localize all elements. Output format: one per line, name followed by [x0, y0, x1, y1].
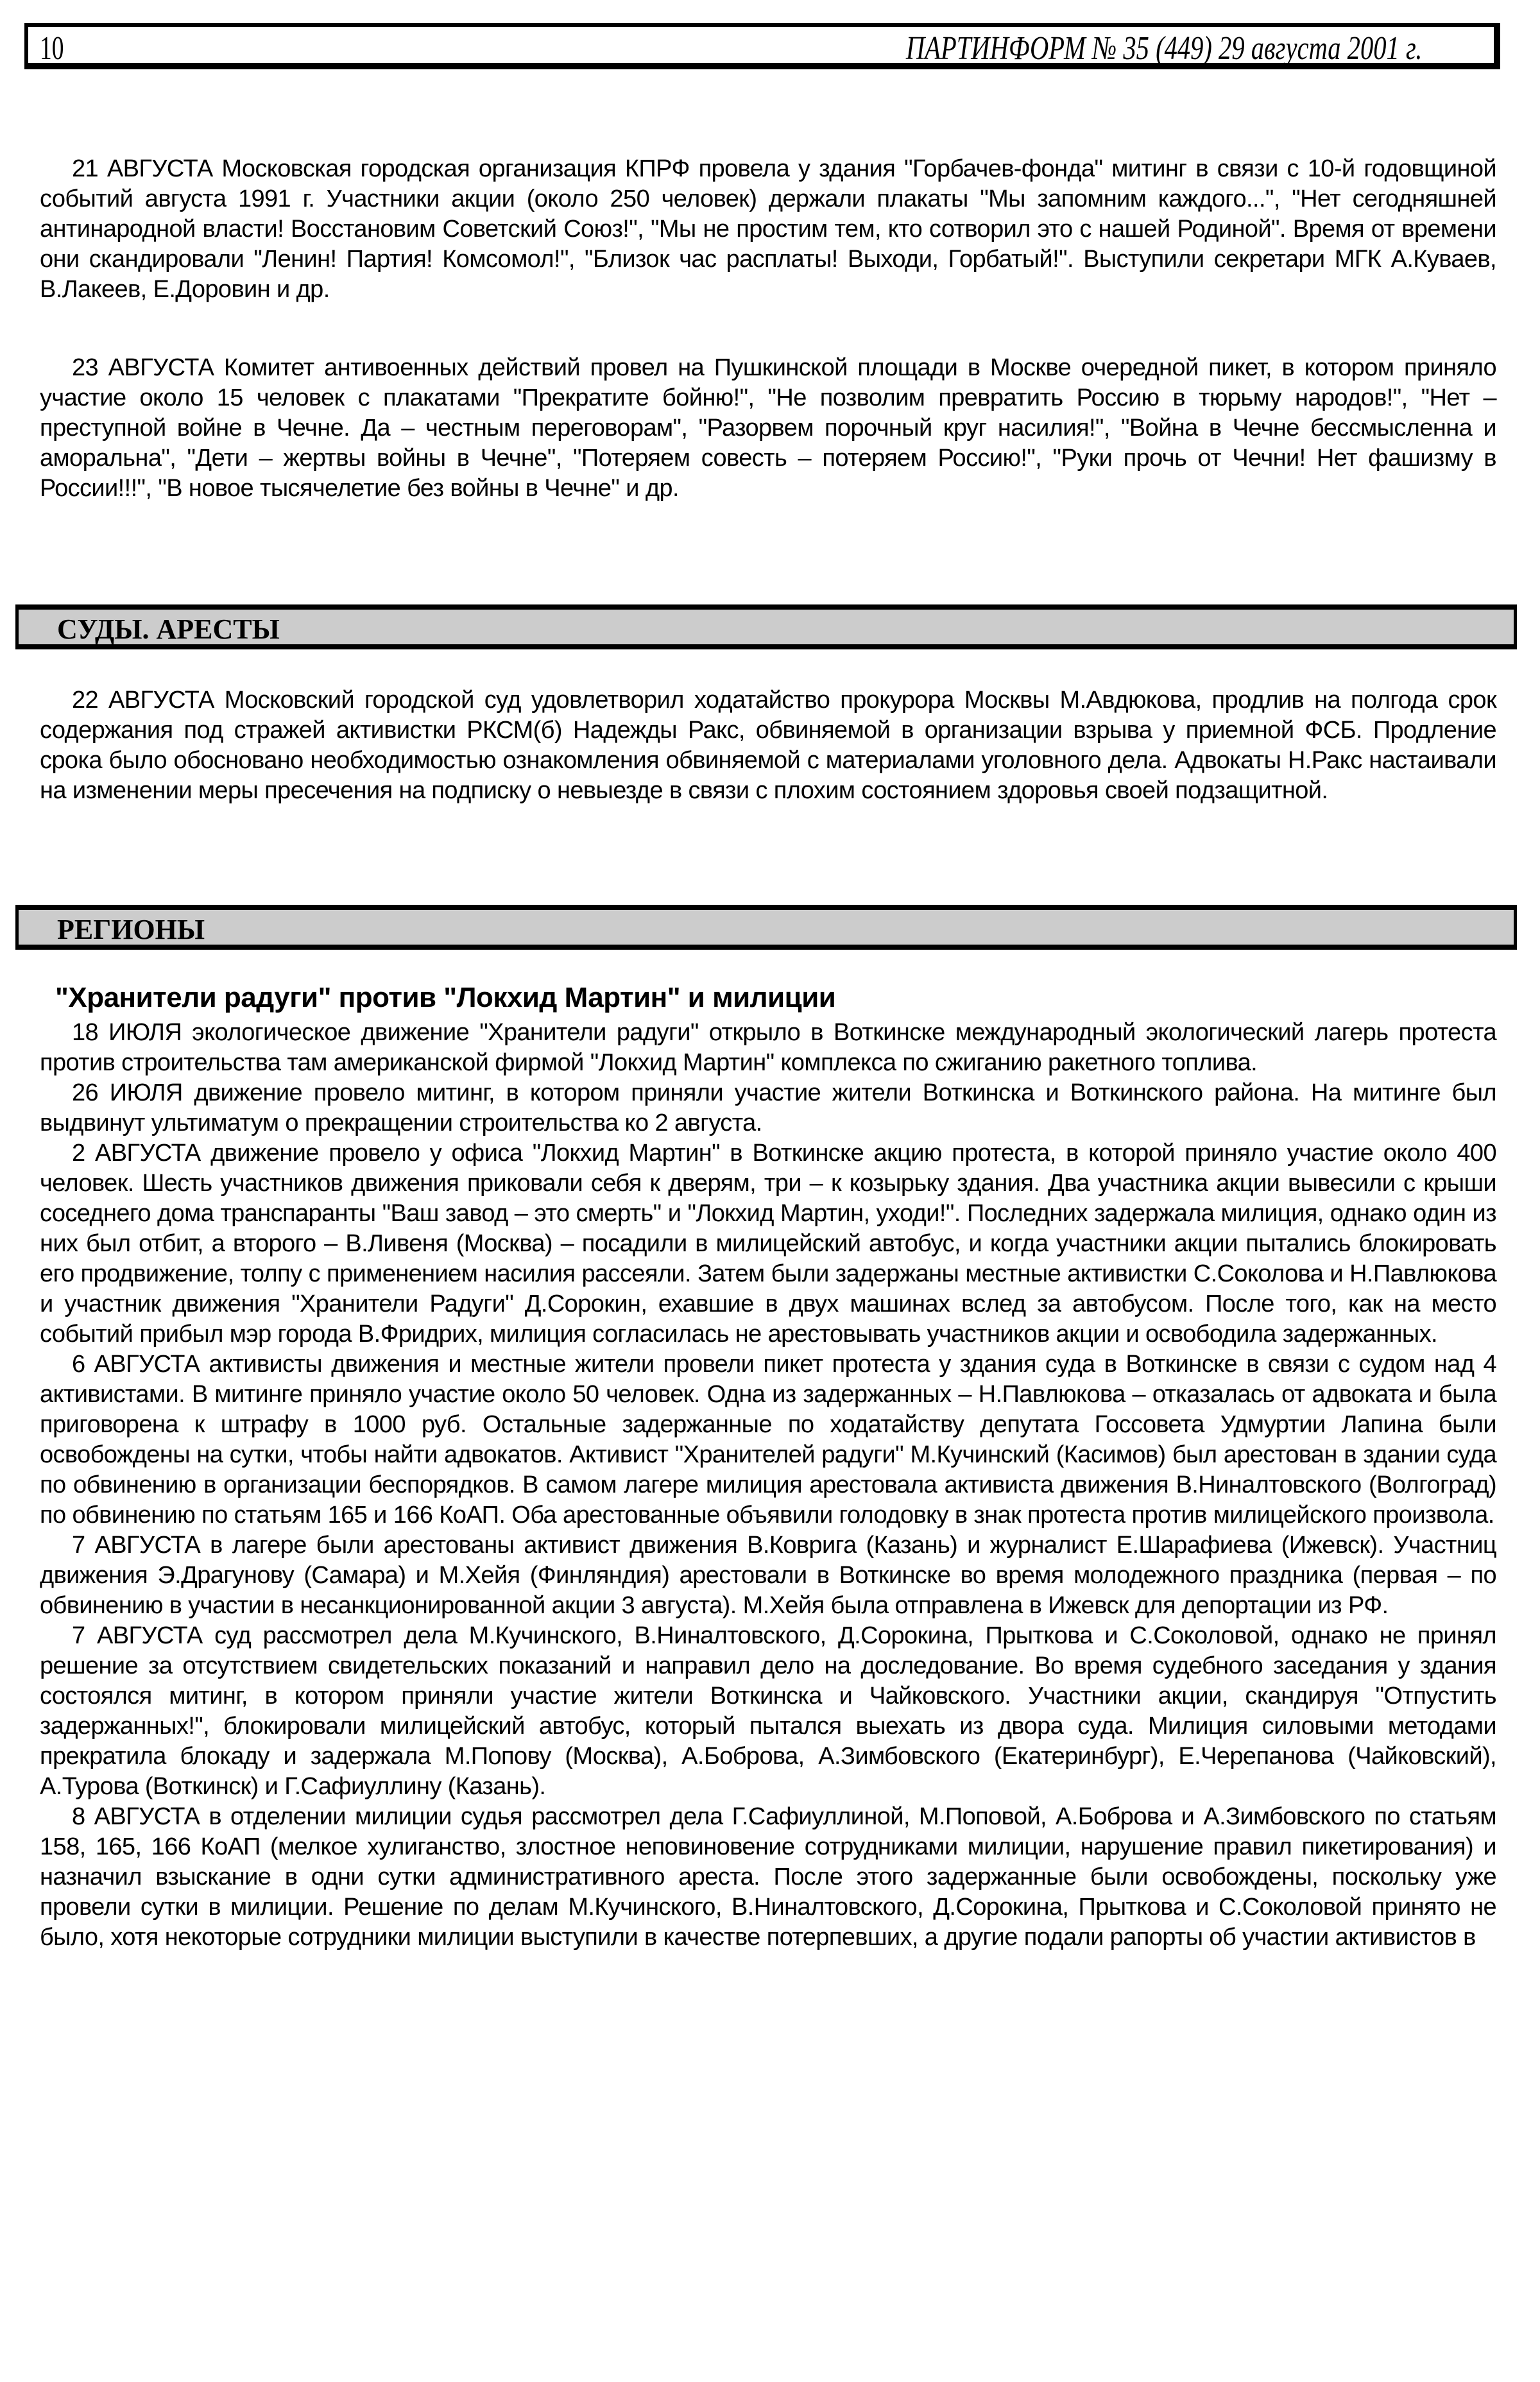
- publication-issue-date: ПАРТИНФОРМ № 35 (449) 29 августа 2001 г.: [905, 30, 1422, 67]
- news-paragraph: 23 АВГУСТА Комитет антивоенных действий провел на Пушкинской площади в Москве очередной пикет, в котором приняло участие около 15 человек с плакатами "Прекратите бойню!", "Не позволим превратить Россию в тюрьму народов!", "Нет – преступной войне в Чечне. Да – честным переговорам", "Разорвем порочный круг насилия!", "Война в Чечне бессмысленна и аморальна", "Дети – жертвы войны в Чечне", "Потеряем совесть – потеряем Россию!", "Руки прочь от Чечни! Нет фашизму в России!!!", "В новое тысячелетие без войны в Чечне" и др.: [40, 354, 1496, 502]
- news-item: [40, 353, 1496, 504]
- news-paragraph: 8 АВГУСТА в отделении милиции судья рассмотрел дела Г.Сафиуллиной, М.Поповой, А.Боброва и А.Зимбовского по статьям 158, 165, 166 КоАП (мелкое хулиганство, злостное неповиновение сотрудниками милиции, нарушение правил пикетирования) и назначил взыскание в одни сутки административного ареста. После этого задержанные были освобождены, поскольку уже провели сутки в милиции. Решение по делам М.Кучинского, В.Ниналтовского, Д.Сорокина, Прыткова и С.Соколовой принято не было, хотя некоторые сотрудники милиции выступили в качестве потерпевших, а другие подали рапорты об участии активистов в: [40, 1803, 1496, 1951]
- section-title: СУДЫ. АРЕСТЫ: [57, 613, 280, 645]
- news-paragraph: 21 АВГУСТА Московская городская организация КПРФ провела у здания "Горбачев-фонда" митинг в связи с 10-й годовщиной событий августа 1991 г. Участники акции (около 250 человек) держали плакаты "Мы запомним каждого...", "Нет сегодняшней антинародной власти! Восстановим Советский Союз!", "Мы не простим тем, кто сотворил это с нашей Родиной". Время от времени они скандировали "Ленин! Партия! Комсомол!", "Близок час расплаты! Выходи, Горбатый!". Выступили секретари МГК А.Куваев, В.Лакеев, Е.Доровин и др.: [40, 155, 1496, 303]
- news-paragraph: 22 АВГУСТА Московский городской суд удовлетворил ходатайство прокурора Москвы М.Авдюкова, продлив на полгода срок содержания под стражей активистки РКСМ(б) Надежды Ракс, обвиняемой в организации взрыва у приемной ФСБ. Продление срока было обосновано необходимостью ознакомления обвиняемой с материалами уголовного дела. Адвокаты Н.Ракс настаивали на изменении меры пресечения на подписку о невыезде в связи с плохим состоянием здоровья своей подзащитной.: [40, 687, 1496, 804]
- news-paragraph: 7 АВГУСТА в лагере были арестованы активист движения В.Коврига (Казань) и журналист Е.Шарафиева (Ижевск). Участниц движения Э.Драгунову (Самара) и М.Хейя (Финляндия) арестовали в Воткинске во время молодежного праздника (первая – по обвинению в участии в несанкционированной акции 3 августа). М.Хейя была отправлена в Ижевск для депортации из РФ.: [40, 1532, 1496, 1619]
- news-paragraph: 26 ИЮЛЯ движение провело митинг, в котором приняли участие жители Воткинска и Воткинского района. На митинге был выдвинут ультиматум о прекращении строительства ко 2 августа.: [40, 1079, 1496, 1136]
- news-item: [40, 685, 1496, 806]
- page-header: [24, 23, 1500, 69]
- news-paragraph: 18 ИЮЛЯ экологическое движение "Хранители радуги" открыло в Воткинске международный экологический лагерь протеста против строительства там американской фирмой "Локхид Мартин" комплекса по сжиганию ракетного топлива.: [40, 1019, 1496, 1076]
- section-title: РЕГИОНЫ: [57, 914, 205, 945]
- regional-article-body: [40, 1018, 1496, 1953]
- news-item: [40, 154, 1496, 305]
- section-header-courts-arrests: [15, 604, 1517, 649]
- news-paragraph: 6 АВГУСТА активисты движения и местные жители провели пикет протеста у здания суда в Воткинске в связи с судом над 4 активистами. В митинге приняло участие около 50 человек. Одна из задержанных – Н.Павлюкова – отказалась от адвоката и была приговорена к штрафу в 1000 руб. Остальные задержанные по ходатайству депутата Госсовета Удмуртии Лапина были освобождены на сутки, чтобы найти адвокатов. Активист "Хранителей радуги" М.Кучинский (Касимов) был арестован в здании суда по обвинению в организации беспорядков. В самом лагере милиция арестовала активиста движения В.Ниналтовского (Волгоград) по обвинению по статьям 165 и 166 КоАП. Оба арестованные объявили голодовку в знак протеста против милицейского произвола.: [40, 1351, 1496, 1529]
- page-number: 10: [40, 30, 64, 67]
- section-header-regions: [15, 905, 1517, 950]
- news-paragraph: 2 АВГУСТА движение провело у офиса "Локхид Мартин" в Воткинске акцию протеста, в которой приняло участие около 400 человек. Шесть участников движения приковали себя к дверям, три – к козырьку здания. Два участника акции вывесили с крыши соседнего дома транспаранты "Ваш завод – это смерть" и "Локхид Мартин, уходи!". Последних задержала милиция, однако один из них был отбит, а второго – В.Ливеня (Москва) – посадили в милицейский автобус, и когда участники акции пытались блокировать его продвижение, толпу с применением насилия рассеяли. Затем были задержаны местные активистки С.Соколова и Н.Павлюкова и участник движения "Хранители Радуги" Д.Сорокин, ехавшие в двух машинах вслед за автобусом. После того, как на место событий прибыл мэр города В.Фридрих, милиция согласилась не арестовывать участников акции и освободила задержанных.: [40, 1140, 1496, 1348]
- news-paragraph: 7 АВГУСТА суд рассмотрел дела М.Кучинского, В.Ниналтовского, Д.Сорокина, Прыткова и С.Соколовой, однако не принял решение за отсутствием свидетельских показаний и направил дело на доследование. Во время судебного заседания у здания состоялся митинг, в котором приняли участие жители Воткинска и Чайковского. Участники акции, скандируя "Отпустить задержанных!", блокировали милицейский автобус, который пытался выехать из двора суда. Милиция силовыми методами прекратила блокаду и задержала М.Попову (Москва), А.Боброва, А.Зимбовского (Екатеринбург), Е.Черепанова (Чайковский), А.Турова (Воткинск) и Г.Сафиуллину (Казань).: [40, 1622, 1496, 1800]
- article-headline: "Хранители радуги" против "Локхид Мартин" и милиции: [55, 982, 836, 1013]
